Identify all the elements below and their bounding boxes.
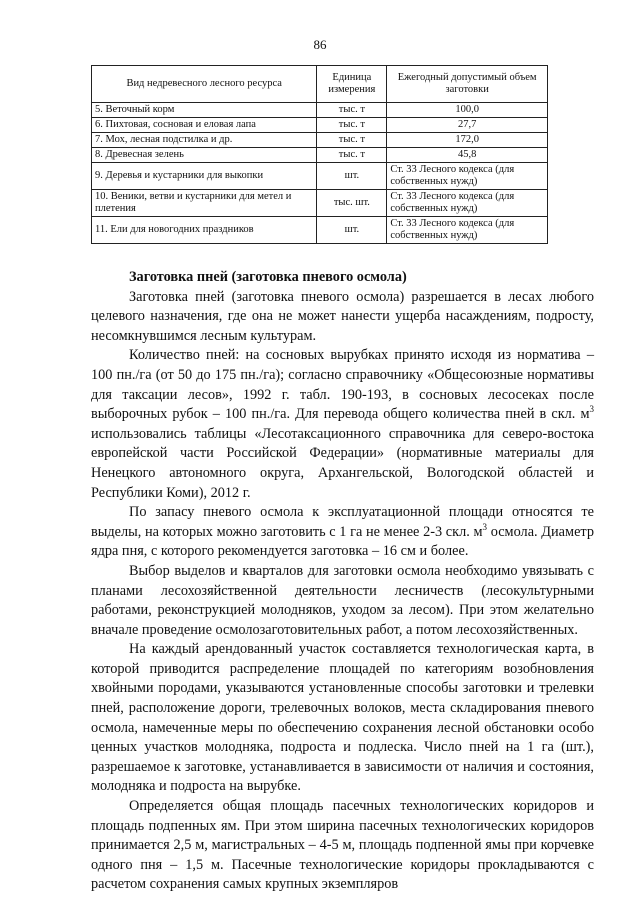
paragraph: Заготовка пней (заготовка пневого осмола) разрешается в лесах любого целевого назначения, где она не может нанести ущерба насаждениям, подросту, несомкнувшимся лесным культурам. <box>91 288 594 344</box>
table-row <box>92 148 548 163</box>
paragraph: На каждый арендованный участок составляется технологическая карта, в которой приводится распределение площадей по категориям возобновления хвойными породами, указываются установленные способы заготовки и трелевки пней, расположение дороги, трелевочных волоков, места складирования пневого осмола, намеченные меры по обеспечению сохранения лесной обстановки особо ценных участков молодняка, подроста и подлеска. Число пней на 1 га (шт.), разрешаемое к заготовке, устанавливается в зависимости от наличия и состояния, молодняка и подроста на вырубке. <box>91 641 594 795</box>
header-resource-type: Вид недревесного лесного ресурса <box>92 66 317 103</box>
paragraph <box>91 346 594 503</box>
table-row <box>92 163 548 190</box>
cell-unit: шт. <box>317 217 387 244</box>
cell-unit: тыс. т <box>317 103 387 118</box>
page-number: 86 <box>313 37 327 52</box>
cell-unit: тыс. т <box>317 118 387 133</box>
body-text <box>91 268 594 895</box>
cell-unit: тыс. т <box>317 133 387 148</box>
table-row <box>92 133 548 148</box>
cell-unit: тыс. шт. <box>317 190 387 217</box>
cell-volume: 45,8 <box>387 148 548 163</box>
header-annual-volume: Ежегодный допустимый объем заготовки <box>387 66 548 103</box>
cell-resource: 9. Деревья и кустарники для выкопки <box>92 163 317 190</box>
cell-volume: Ст. 33 Лесного кодекса (для собственных нужд) <box>387 190 548 217</box>
cell-volume: Ст. 33 Лесного кодекса (для собственных нужд) <box>387 163 548 190</box>
superscript: 3 <box>589 404 594 415</box>
header-unit: Единица измерения <box>317 66 387 103</box>
superscript: 3 <box>482 521 488 532</box>
cell-volume: 27,7 <box>387 118 548 133</box>
table-row <box>92 217 548 244</box>
cell-resource: 10. Веники, ветви и кустарники для метел и плетения <box>92 190 317 217</box>
paragraph <box>91 503 594 562</box>
paragraph: Выбор выделов и кварталов для заготовки осмола необходимо увязывать с планами лесохозяйственной деятельности лесничеств (лесокультурными работами, реконструкцией молодняков, уходом за лесом). При этом желательно вначале проведение осмолозаготовительных работ, а потом лесохозяйственных. <box>91 562 594 638</box>
table-row <box>92 190 548 217</box>
resources-table <box>91 65 548 244</box>
table-row <box>92 103 548 118</box>
cell-resource: 7. Мох, лесная подстилка и др. <box>92 133 317 148</box>
cell-volume: 172,0 <box>387 133 548 148</box>
paragraph-text: использовались таблицы «Лесотаксационного справочника для северо-востока европейской части Российской Федерации» (нормативные материалы для Ненецкого автономного округа, Архангельской, Вологодской областей и Республики Коми), 2012 г. <box>91 425 594 501</box>
section-heading: Заготовка пней (заготовка пневого осмола) <box>129 269 407 285</box>
paragraph: Определяется общая площадь пасечных технологических коридоров и площадь подпенных ям. При этом ширина пасечных технологических коридоров принимается 2,5 м, магистральных – 4-5 м, площадь подпенной ямы при корчевке одного пня – 1,5 м. Пасечные технологические коридоры прокладываются с расчетом сохранения самых крупных экземпляров <box>91 798 594 893</box>
cell-unit: шт. <box>317 163 387 190</box>
table-header-row <box>92 66 548 103</box>
paragraph-text: Количество пней: на сосновых вырубках принято исходя из норматива – 100 пн./га (от 50 до 175 пн./га); согласно справочнику «Общесоюзные нормативы для таксации лесов», 1992 г. табл. 190-193, в сосновых лесосеках после выборочных рубок – 100 пн./га. Для перевода общего количества пней в скл. м <box>91 347 594 423</box>
cell-unit: тыс. т <box>317 148 387 163</box>
cell-resource: 5. Веточный корм <box>92 103 317 118</box>
paragraph-text: По запасу пневого осмола к эксплуатационной площади относятся те выделы, на которых можно заготовить с 1 га не менее 2-3 скл. м <box>91 504 594 540</box>
cell-resource: 6. Пихтовая, сосновая и еловая лапа <box>92 118 317 133</box>
cell-resource: 11. Ели для новогодних праздников <box>92 217 317 244</box>
cell-resource: 8. Древесная зелень <box>92 148 317 163</box>
paragraph-text: осмола. Диаметр ядра пня, с которого рекомендуется заготовка – 16 см и более. <box>91 523 594 560</box>
table-row <box>92 118 548 133</box>
cell-volume: 100,0 <box>387 103 548 118</box>
cell-volume: Ст. 33 Лесного кодекса (для собственных нужд) <box>387 217 548 244</box>
